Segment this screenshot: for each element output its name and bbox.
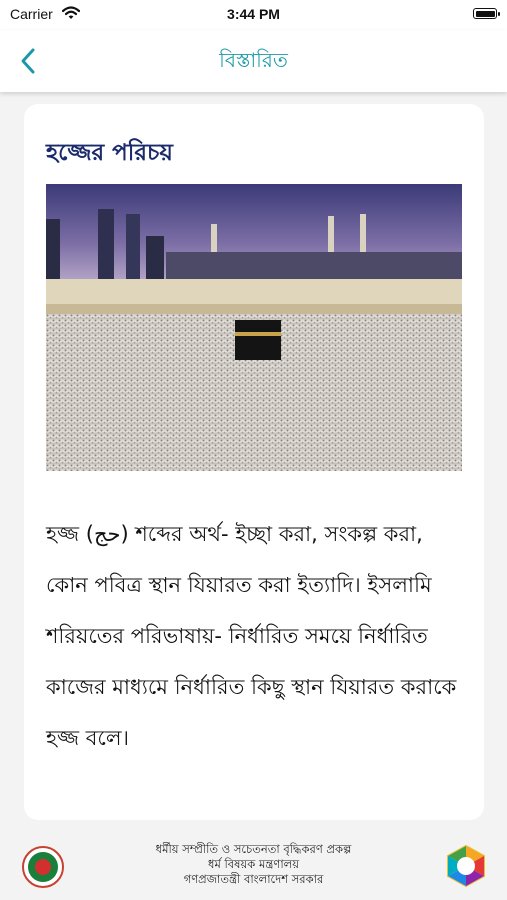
battery-icon xyxy=(473,8,497,19)
kaaba-photo xyxy=(46,184,462,471)
footer xyxy=(0,832,507,900)
article-body: হজ্জ (حج) শব্দের অর্থ- ইচ্ছা করা, সংকল্প করা, কোন পবিত্র স্থান যিয়ারত করা ইত্যাদি। ইসলামি শরিয়তের পরিভাষায়- নির্ধারিত সময়ে নির্ধারিত কাজের মাধ্যমে নির্ধারিত কিছু স্থান যিয়ারত করাকে হজ্জ বলে। xyxy=(46,522,457,750)
footer-line-government: গণপ্রজাতন্ত্রী বাংলাদেশ সরকার xyxy=(183,872,324,886)
footer-credits xyxy=(100,842,407,887)
footer-line-ministry: ধর্ম বিষয়ক মন্ত্রণালয় xyxy=(208,857,299,871)
carrier-label: Carrier xyxy=(10,6,53,22)
article-heading: হজ্জের পরিচয় xyxy=(46,139,173,166)
status-time: 3:44 PM xyxy=(227,6,280,22)
government-seal-icon xyxy=(22,846,64,888)
navigation-bar xyxy=(0,30,507,92)
footer-line-project: ধর্মীয় সম্প্রীতি ও সচেতনতা বৃদ্ধিকরণ প্রকল্প xyxy=(155,842,352,856)
status-bar xyxy=(0,0,507,30)
project-logo-icon xyxy=(444,844,488,888)
article-card xyxy=(24,104,484,820)
page-title: বিস্তারিত xyxy=(219,48,288,72)
